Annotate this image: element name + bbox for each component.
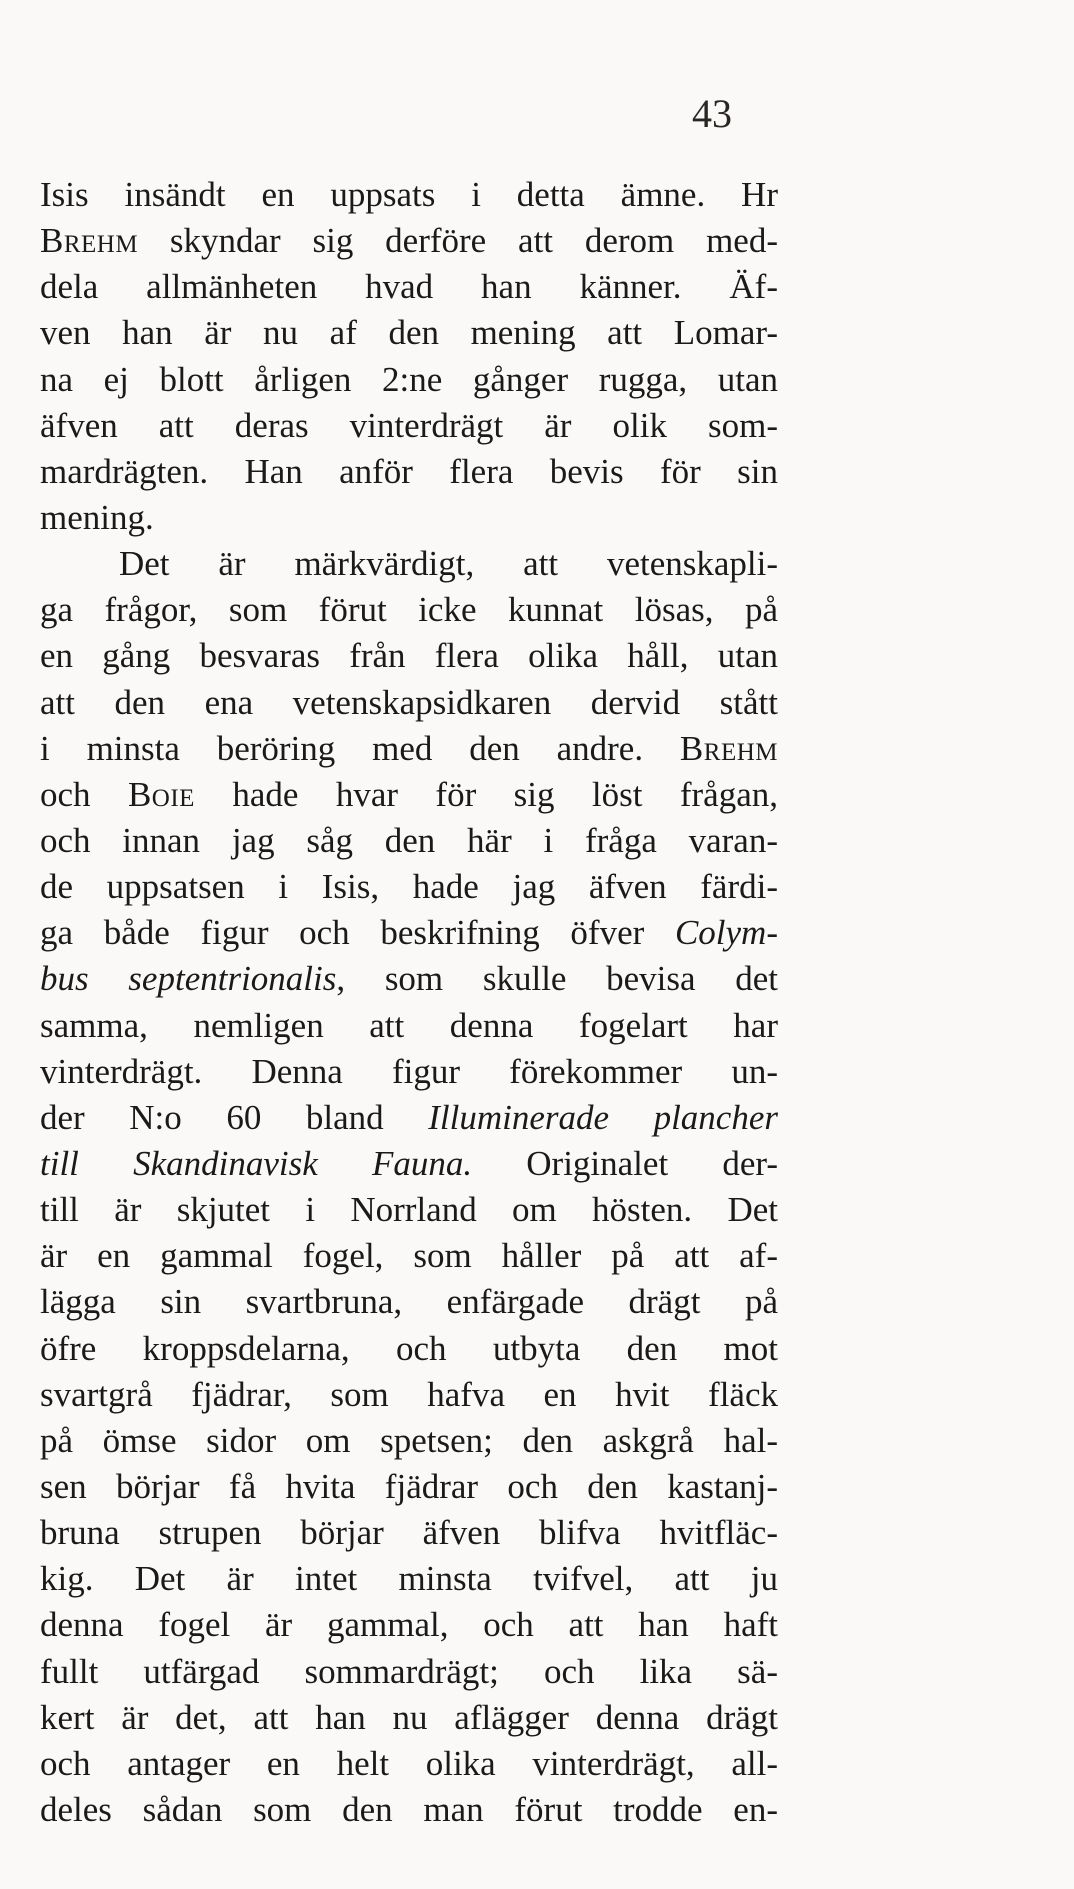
text-segment: till är skjutet i Norrland om hösten. Det [40, 1190, 778, 1230]
italic-text: bus septentrionalis [40, 959, 337, 999]
text-segment: Isis insändt en uppsats i detta ämne. Hr [40, 175, 778, 214]
text-segment: att den ena vetenskapsidkaren dervid stått [40, 682, 778, 722]
text-segment: der N:o 60 bland [40, 1097, 429, 1137]
italic-text: Colym- [674, 913, 778, 953]
text-segment: och innan jag såg den här i fråga varan- [40, 820, 778, 860]
text-segment: Originalet der- [472, 1143, 778, 1183]
text-segment: skyndar sig derföre att derom med- [138, 221, 778, 261]
text-line [40, 1787, 778, 1833]
italic-text: Illuminerade plancher [428, 1097, 778, 1137]
text-line [40, 1510, 778, 1556]
text-line [40, 1049, 778, 1095]
text-line [40, 1741, 778, 1787]
text-line [40, 1372, 778, 1418]
text-line [40, 310, 778, 356]
text-segment: hade hvar för sig löst frågan, [194, 774, 778, 814]
text-line [40, 1187, 778, 1233]
italic-text: till Skandinavisk Fauna. [40, 1143, 473, 1183]
text-segment: dela allmänheten hvad han känner. Äf- [40, 267, 778, 307]
text-line [40, 172, 778, 218]
text-line [40, 1556, 778, 1602]
text-line [40, 1695, 778, 1741]
text-line [40, 495, 778, 541]
text-line [40, 726, 778, 772]
text-segment: samma, nemligen att denna fogelart har [40, 1005, 778, 1045]
text-segment: ga frågor, som förut icke kunnat lösas, på [40, 590, 778, 630]
text-line [40, 1233, 778, 1279]
text-line [40, 1418, 778, 1464]
text-line [40, 1003, 778, 1049]
text-line [40, 956, 778, 1002]
text-line [40, 1095, 778, 1141]
text-segment: de uppsatsen i Isis, hade jag äfven färdi- [40, 867, 778, 907]
author-name: Brehm [679, 728, 778, 768]
page-number: 43 [692, 91, 732, 136]
text-segment: ga både figur och beskrifning öfver [40, 913, 675, 953]
text-line [40, 1141, 778, 1187]
text-segment: en gång besvaras från flera olika håll, utan [40, 636, 778, 676]
text-line [40, 633, 778, 679]
author-name: Boie [127, 774, 195, 814]
text-line [40, 541, 778, 587]
text-segment: denna fogel är gammal, och att han haft [40, 1605, 778, 1645]
body-text [40, 172, 778, 1833]
text-segment: svartgrå fjädrar, som hafva en hvit fläck [40, 1374, 778, 1414]
text-line [40, 264, 778, 310]
text-line [40, 1279, 778, 1325]
text-segment: är en gammal fogel, som håller på att af- [40, 1236, 778, 1276]
text-line [40, 587, 778, 633]
text-line [40, 1326, 778, 1372]
text-line [40, 1649, 778, 1695]
text-segment: sen börjar få hvita fjädrar och den kastanj- [40, 1466, 778, 1506]
text-line [40, 1602, 778, 1648]
text-line [40, 910, 778, 956]
text-segment: öfre kroppsdelarna, och utbyta den mot [40, 1328, 778, 1368]
text-segment: äfven att deras vinterdrägt är olik som- [40, 405, 778, 445]
text-segment: vinterdrägt. Denna figur förekommer un- [40, 1051, 778, 1091]
text-line [40, 403, 778, 449]
text-segment: och [40, 774, 128, 814]
text-line [40, 772, 778, 818]
text-segment: kig. Det är intet minsta tvifvel, att ju [40, 1559, 778, 1599]
text-segment: mening. [40, 497, 154, 537]
text-line [40, 680, 778, 726]
text-segment: , som skulle bevisa det [336, 959, 778, 999]
text-segment: Det är märkvärdigt, att vetenskapli- [119, 544, 778, 584]
author-name: Brehm [40, 221, 139, 261]
text-segment: och antager en helt olika vinterdrägt, all- [40, 1743, 778, 1783]
text-line [40, 449, 778, 495]
text-line [40, 218, 778, 264]
text-segment: fullt utfärgad sommardrägt; och lika sä- [40, 1651, 778, 1691]
text-segment: ven han är nu af den mening att Lomar- [40, 313, 778, 353]
text-segment: i minsta beröring med den andre. [40, 728, 680, 768]
text-segment: na ej blott årligen 2:ne gånger rugga, utan [40, 359, 778, 399]
text-line [40, 1464, 778, 1510]
text-segment: lägga sin svartbruna, enfärgade drägt på [40, 1282, 778, 1322]
text-line [40, 818, 778, 864]
text-segment: deles sådan som den man förut trodde en- [40, 1789, 778, 1829]
text-segment: mardrägten. Han anför flera bevis för sin [40, 451, 778, 491]
text-segment: bruna strupen börjar äfven blifva hvitfläc- [40, 1513, 778, 1553]
text-line [40, 864, 778, 910]
text-segment: kert är det, att han nu aflägger denna drägt [40, 1697, 778, 1737]
text-segment: på ömse sidor om spetsen; den askgrå hal- [40, 1420, 778, 1460]
text-line [40, 357, 778, 403]
